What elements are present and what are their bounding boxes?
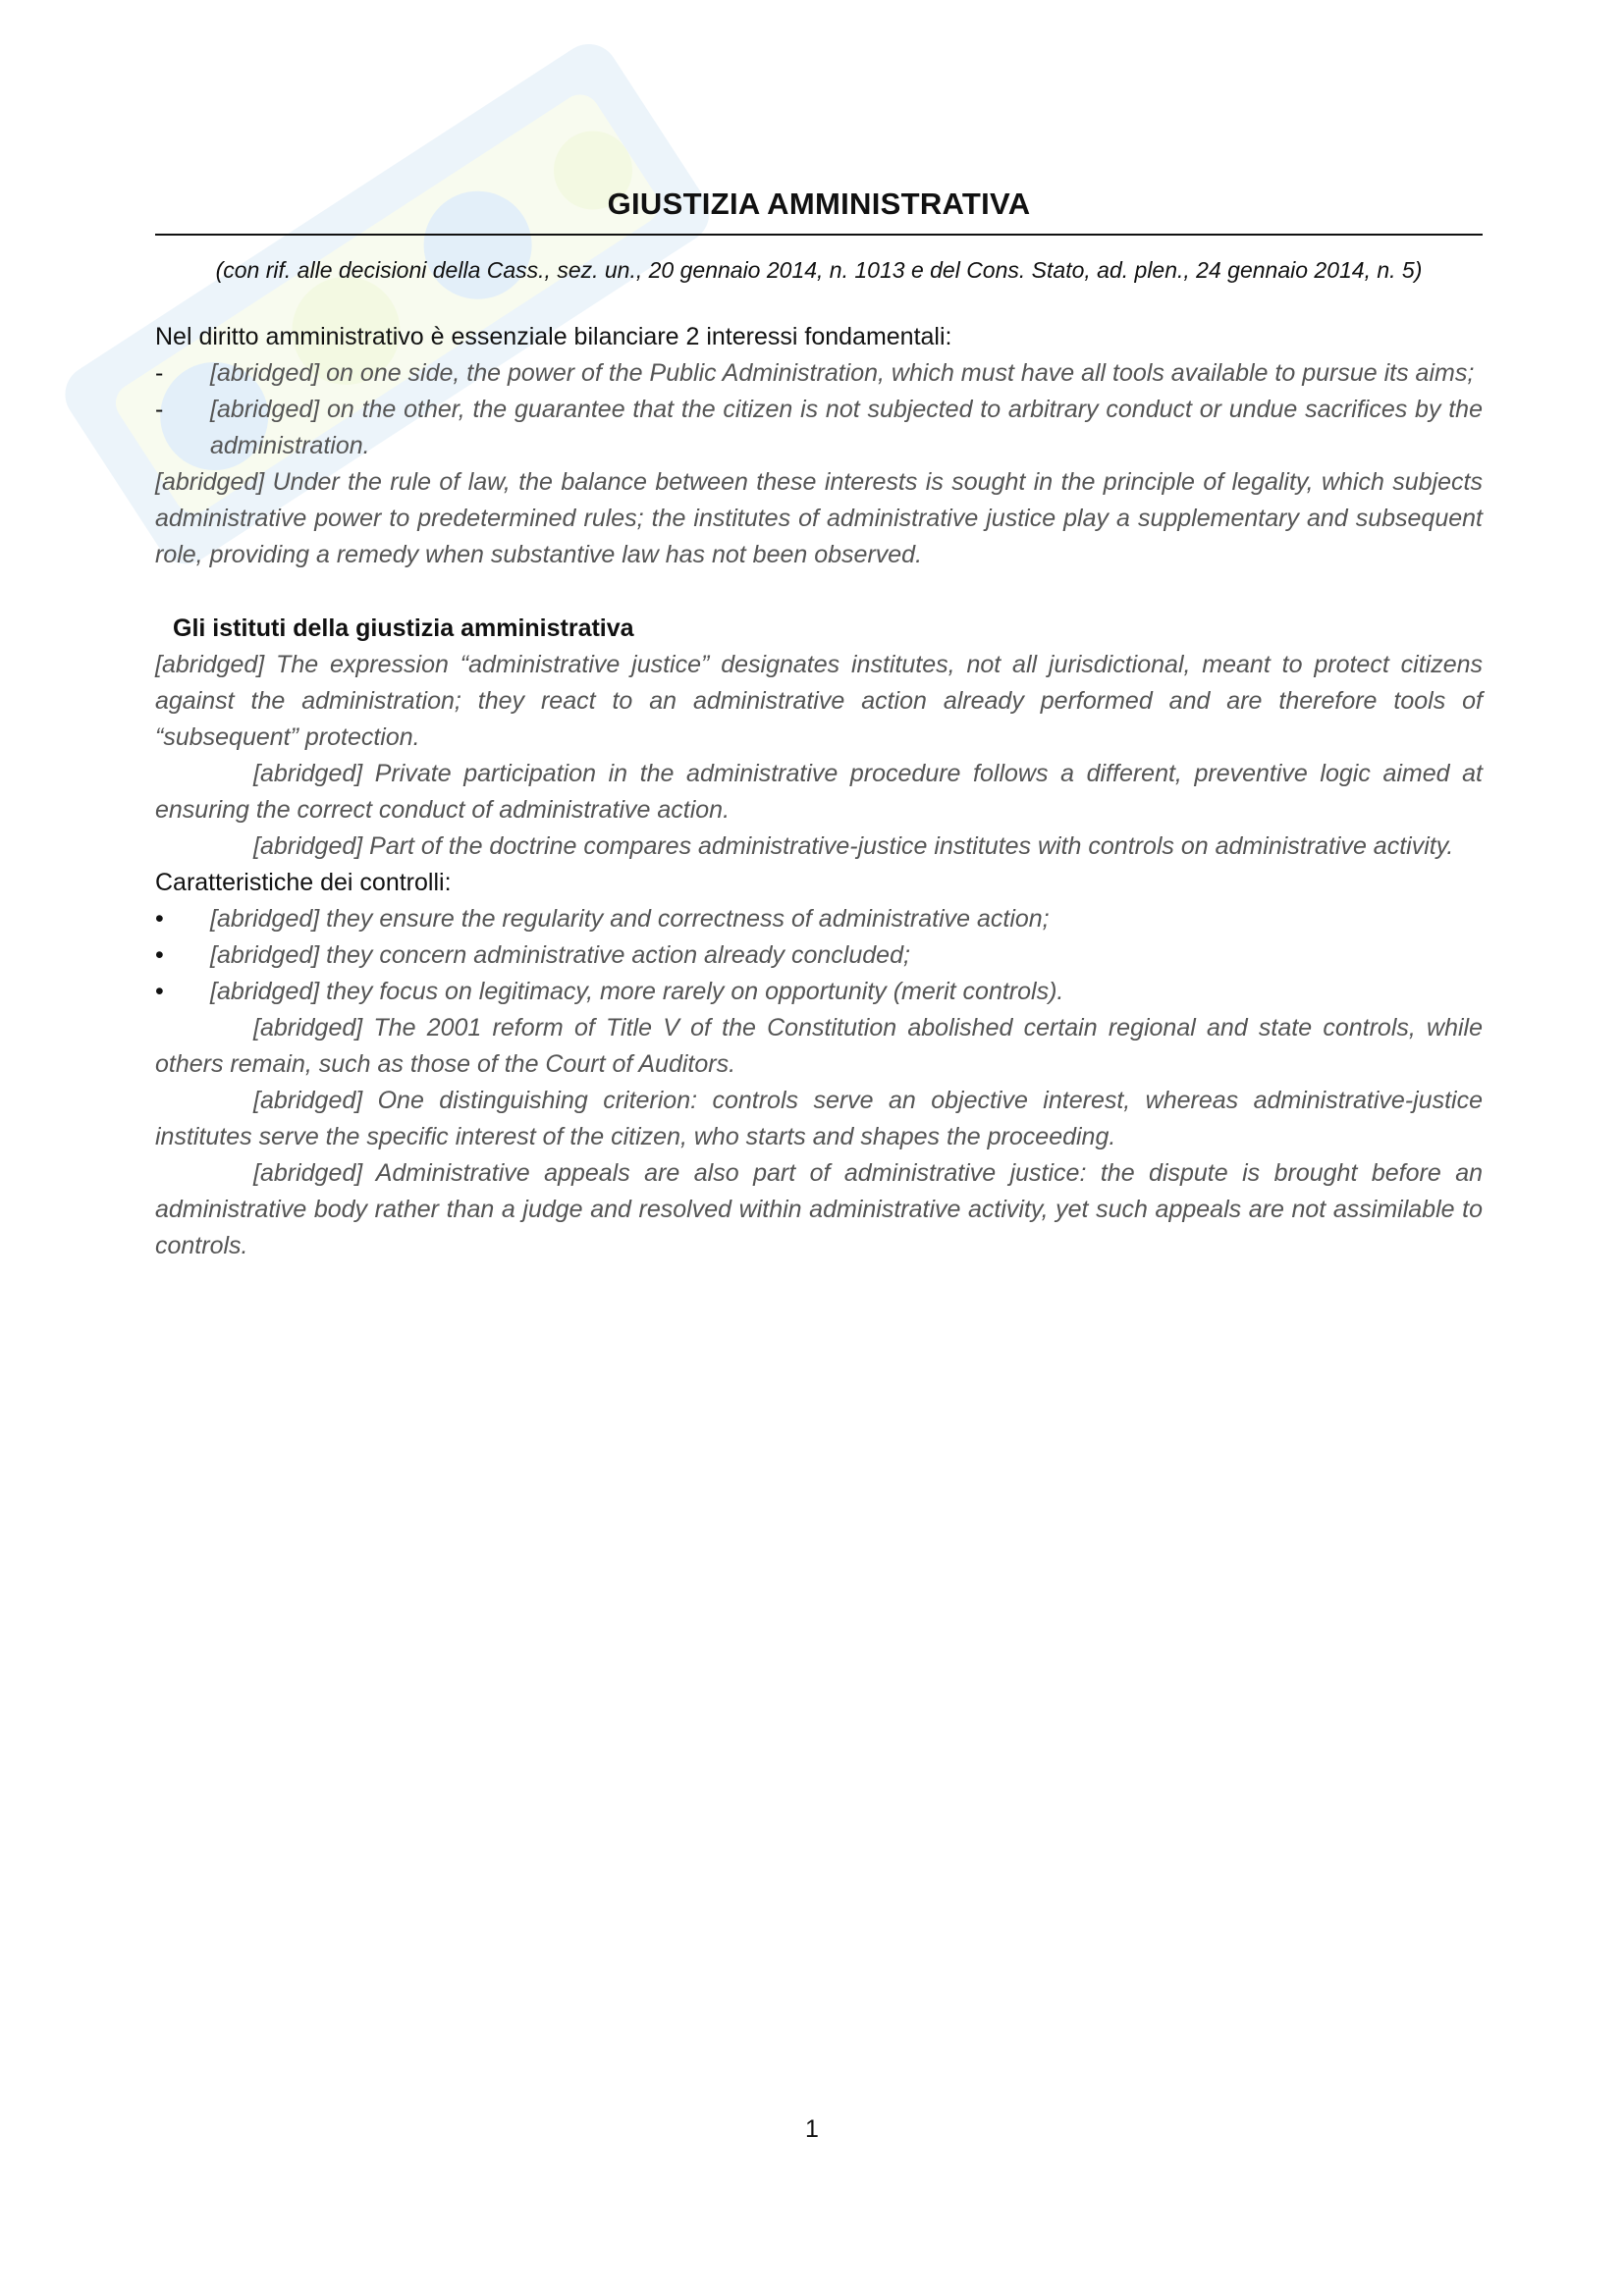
document-title: GIUSTIZIA AMMINISTRATIVA	[155, 187, 1483, 236]
controls-list	[155, 901, 1483, 1010]
paragraph: [abridged] Administrative appeals are also part of administrative justice: the dispute is brought before an administrative body rather than a judge and resolved within administrative activity, yet such appeals are not assimilable to controls.	[155, 1159, 1483, 1259]
list-item-text: [abridged] on one side, the power of the Public Administration, which must have all tools available to pursue its aims;	[210, 359, 1475, 387]
section-heading: Gli istituti della giustizia amministrativa	[173, 614, 634, 642]
list-item-text: [abridged] they focus on legitimacy, more rarely on opportunity (merit controls).	[210, 978, 1064, 1005]
list-item-text: [abridged] they ensure the regularity and correctness of administrative action;	[210, 905, 1050, 933]
list-item	[155, 937, 1483, 974]
interests-list	[155, 355, 1483, 464]
list-item	[155, 974, 1483, 1010]
list-item	[155, 355, 1483, 392]
paragraph: [abridged] Part of the doctrine compares administrative-justice institutes with controls on administrative activity.	[253, 832, 1454, 860]
list-item	[155, 901, 1483, 937]
paragraph: [abridged] The expression “administrative justice” designates institutes, not all jurisdictional, meant to protect citizens against the administration; they react to an administrative action already performed and are therefore tools of “subsequent” protection.	[155, 651, 1483, 751]
document-subtitle: (con rif. alle decisioni della Cass., sez. un., 20 gennaio 2014, n. 1013 e del Cons. Stato, ad. plen., 24 gennaio 2014, n. 5)	[215, 257, 1423, 283]
list-item	[155, 392, 1483, 464]
controls-lead: Caratteristiche dei controlli:	[155, 869, 452, 896]
list-item-text: [abridged] on the other, the guarantee that the citizen is not subjected to arbitrary conduct or undue sacrifices by the administration.	[210, 396, 1483, 459]
bullet-marker: •	[155, 905, 164, 933]
list-item-text: [abridged] they concern administrative action already concluded;	[210, 941, 910, 969]
intro-lead: Nel diritto amministrativo è essenziale bilanciare 2 interessi fondamentali:	[155, 323, 952, 350]
document-page	[155, 187, 1483, 1264]
dash-marker: -	[155, 396, 164, 423]
legality-paragraph: [abridged] Under the rule of law, the balance between these interests is sought in the principle of legality, which subjects administrative power to predetermined rules; the institutes of administrative justice play a supplementary and subsequent role, providing a remedy when substantive law has not been observed.	[155, 468, 1483, 568]
bullet-marker: •	[155, 941, 164, 969]
paragraph: [abridged] One distinguishing criterion: controls serve an objective interest, whereas administrative-justice institutes serve the specific interest of the citizen, who starts and shapes the proceeding.	[155, 1087, 1483, 1150]
dash-marker: -	[155, 359, 164, 387]
bullet-marker: •	[155, 978, 164, 1005]
paragraph: [abridged] The 2001 reform of Title V of the Constitution abolished certain regional and state controls, while others remain, such as those of the Court of Auditors.	[155, 1014, 1483, 1078]
page-number: 1	[805, 2115, 819, 2143]
paragraph: [abridged] Private participation in the administrative procedure follows a different, preventive logic aimed at ensuring the correct conduct of administrative action.	[155, 760, 1483, 824]
